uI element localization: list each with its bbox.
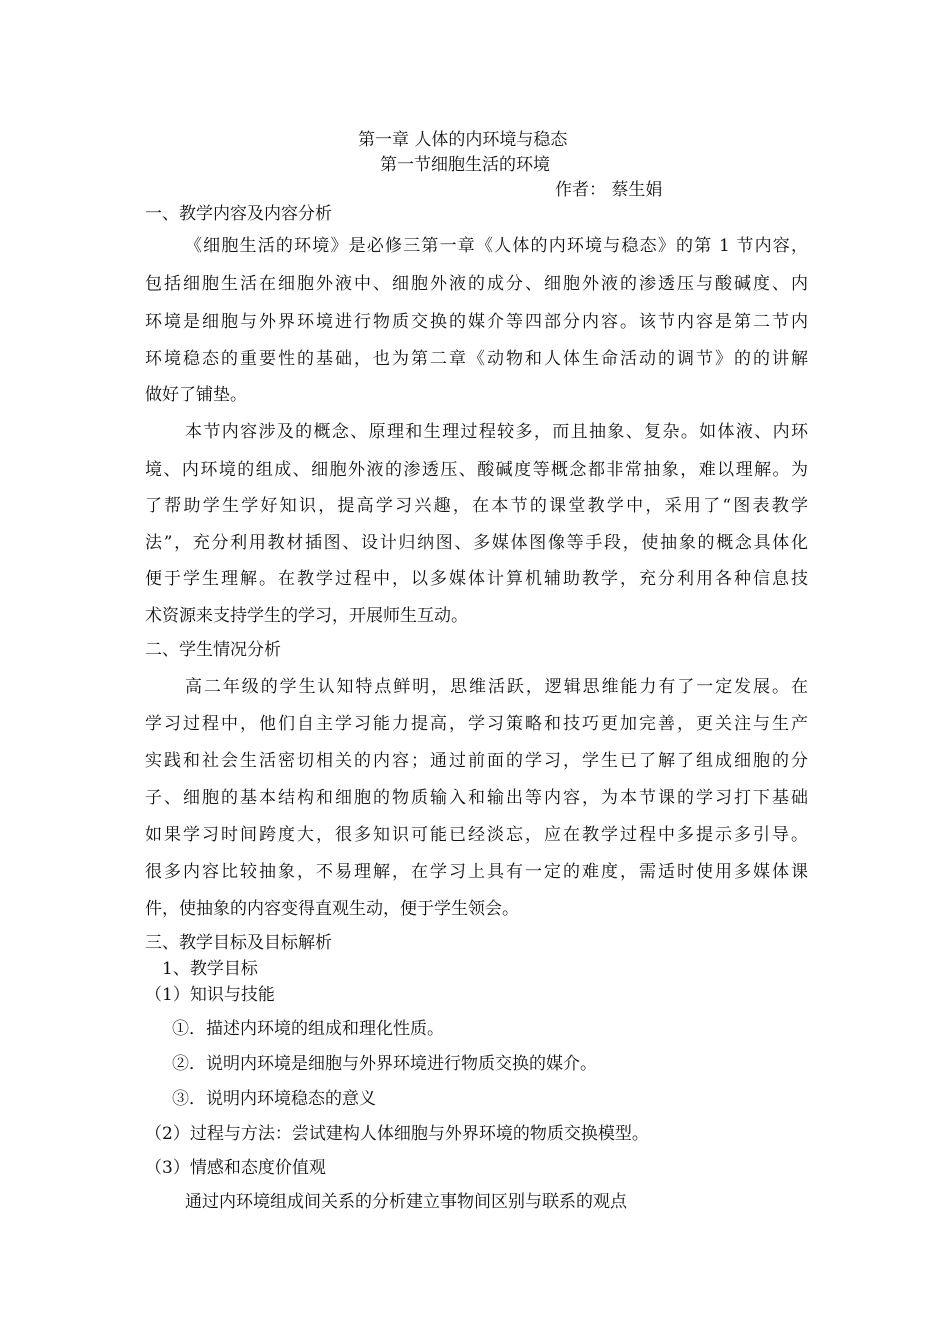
goal-item: ②．说明内环境是细胞与外界环境进行物质交换的媒介。 xyxy=(172,1054,597,1074)
paragraph-line: 高二年级的学生认知特点鲜明，思维活跃，逻辑思维能力有了一定发展。在 xyxy=(185,677,808,697)
paragraph-line: 环境稳态的重要性的基础，也为第二章《动物和人体生命活动的调节》的的讲解 xyxy=(145,349,808,369)
paragraph-line: 环境是细胞与外界环境进行物质交换的媒介等四部分内容。该节内容是第二节内 xyxy=(145,312,808,332)
goal-item: ③．说明内环境稳态的意义 xyxy=(172,1089,376,1109)
author-line: 作者： 蔡生娟 xyxy=(555,180,663,200)
paragraph-line: 法”，充分利用教材插图、设计归纳图、多媒体图像等手段，使抽象的概念具体化 xyxy=(145,533,808,553)
emotion-values-text: 通过内环境组成间关系的分析建立事物间区别与联系的观点 xyxy=(185,1192,627,1212)
section-title: 第一节细胞生活的环境 xyxy=(380,155,550,175)
goal-item: ①．描述内环境的组成和理化性质。 xyxy=(172,1019,444,1039)
paragraph-line: 做好了铺垫。 xyxy=(145,385,247,405)
paragraph-line: 如果学习时间跨度大，很多知识可能已经淡忘，应在教学过程中多提示多引导。 xyxy=(145,825,808,845)
chapter-title: 第一章 人体的内环境与稳态 xyxy=(358,130,568,150)
paragraph-line: 件，使抽象的内容变得直观生动，便于学生领会。 xyxy=(145,899,519,919)
paragraph-line: 很多内容比较抽象，不易理解，在学习上具有一定的难度，需适时使用多媒体课 xyxy=(145,862,808,882)
paragraph-line: 学习过程中，他们自主学习能力提高，学习策略和技巧更加完善，更关注与生产 xyxy=(145,714,808,734)
paragraph-line: 《细胞生活的环境》是必修三第一章《人体的内环境与稳态》的第 1 节内容， xyxy=(185,236,808,256)
section2-heading: 二、学生情况分析 xyxy=(145,640,281,660)
knowledge-skills-heading: （1）知识与技能 xyxy=(145,985,275,1005)
process-method-line: （2）过程与方法：尝试建构人体细胞与外界环境的物质交换模型。 xyxy=(145,1124,649,1144)
paragraph-line: 术资源来支持学生的学习，开展师生互动。 xyxy=(145,606,468,626)
section3-heading: 三、教学目标及目标解析 xyxy=(145,933,332,953)
teaching-goals-subheading: 1、教学目标 xyxy=(162,959,258,979)
emotion-values-heading: （3）情感和态度价值观 xyxy=(145,1158,326,1178)
paragraph-line: 本节内容涉及的概念、原理和生理过程较多，而且抽象、复杂。如体液、内环 xyxy=(185,422,808,442)
section1-heading: 一、教学内容及内容分析 xyxy=(145,204,332,224)
paragraph-line: 包括细胞生活在细胞外液中、细胞外液的成分、细胞外液的渗透压与酸碱度、内 xyxy=(145,274,808,294)
paragraph-line: 子、细胞的基本结构和细胞的物质输入和输出等内容，为本节课的学习打下基础 xyxy=(145,788,808,808)
paragraph-line: 了帮助学生学好知识，提高学习兴趣，在本节的课堂教学中，采用了“图表教学 xyxy=(145,496,808,516)
paragraph-line: 实践和社会生活密切相关的内容；通过前面的学习，学生已了解了组成细胞的分 xyxy=(145,751,808,771)
paragraph-line: 便于学生理解。在教学过程中，以多媒体计算机辅助教学，充分利用各种信息技 xyxy=(145,569,808,589)
paragraph-line: 境、内环境的组成、细胞外液的渗透压、酸碱度等概念都非常抽象，难以理解。为 xyxy=(145,460,808,480)
